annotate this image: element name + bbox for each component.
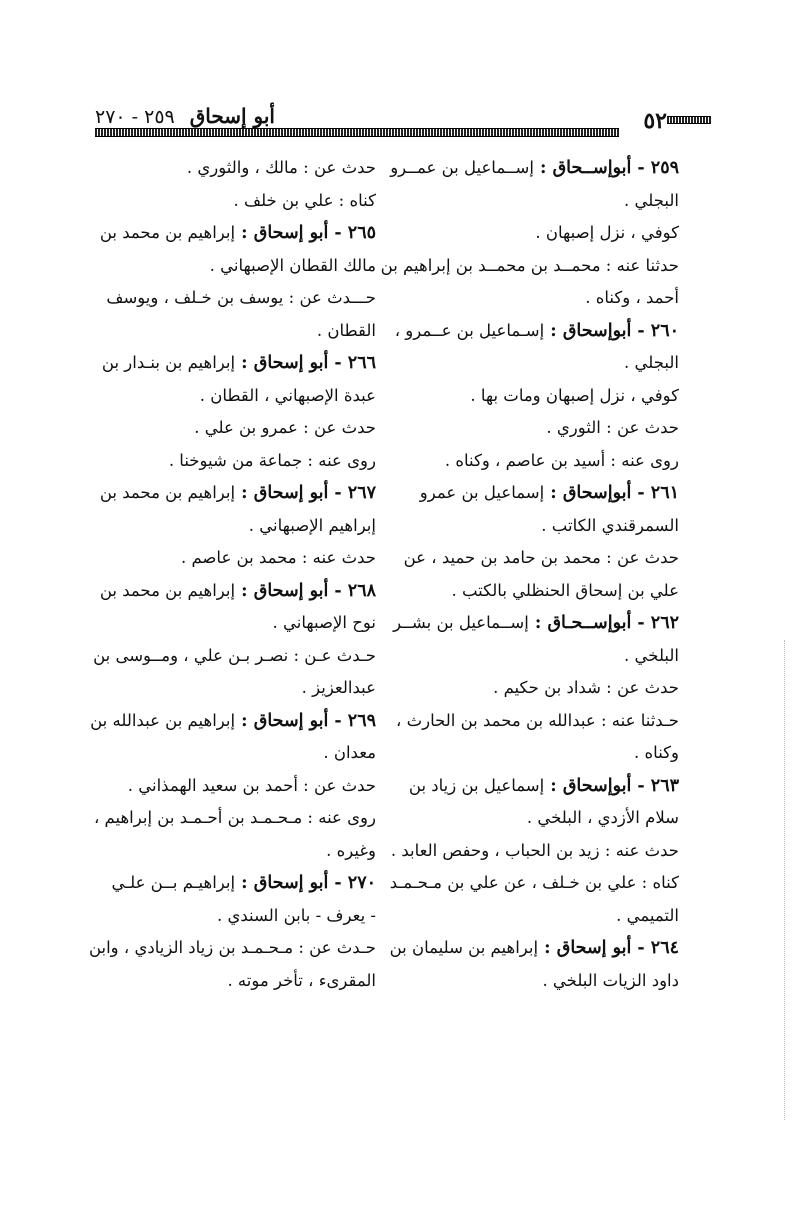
text-line xyxy=(99,477,376,510)
entry-text: البجلي . xyxy=(624,353,679,372)
entry-text: القطان . xyxy=(316,320,376,340)
entry-heading: ٢٧٠ - أبو إسحاق : xyxy=(235,873,376,893)
text-line xyxy=(394,315,679,348)
entry-heading: ٢٦١ - أبوإسحاق : xyxy=(544,483,679,503)
entry-text: حـدثنا عنه : عبدالله بن محمد بن الحارث ، xyxy=(396,710,679,730)
left-column xyxy=(88,152,376,997)
text-line xyxy=(390,152,679,185)
entry-text: البلخي . xyxy=(624,645,679,665)
entry-text: إسـماعيل بن عــمرو ، xyxy=(394,320,545,340)
header-rule-short xyxy=(667,116,711,124)
text-line xyxy=(407,737,679,770)
text-line xyxy=(104,835,376,868)
text-line xyxy=(407,965,679,998)
entry-text: علي بن إسحاق الحنظلي بالكتب . xyxy=(451,580,679,600)
text-line xyxy=(104,185,376,218)
entry-text: إسماعيل بن زياد بن xyxy=(408,775,545,795)
entry-text: المقرىء ، تأخر موته . xyxy=(227,970,376,990)
entry-heading: ٢٦٨ - أبو إسحاق : xyxy=(235,580,376,601)
running-title xyxy=(95,104,275,128)
entry-text: إبراهيـم بــن علـي xyxy=(111,873,236,892)
entry-range: ٢٥٩ - ٢٧٠ xyxy=(95,106,175,128)
entry-text: وغيره . xyxy=(326,840,376,860)
entry-text: كناه : علي بن خلف . xyxy=(233,190,376,210)
entry-heading: ٢٦٢ - أبوإســحـاق : xyxy=(528,613,679,633)
header-rule xyxy=(95,128,619,137)
entry-text: إســماعيل بن بشــر xyxy=(393,613,529,632)
text-line xyxy=(407,477,679,510)
entry-heading: ٢٦٤ - أبو إسحاق : xyxy=(538,938,679,958)
margin-dotted-line xyxy=(783,640,785,1120)
text-line xyxy=(393,607,679,640)
entry-text: روى عنه : جماعة من شيوخنا . xyxy=(168,450,376,470)
entry-text: سلام الأزدي ، البلخي . xyxy=(526,808,679,827)
entry-text: معدان . xyxy=(323,743,376,762)
text-line xyxy=(104,542,376,575)
entry-text: عبدة الإصبهاني ، القطان . xyxy=(199,385,376,405)
text-line xyxy=(104,965,376,998)
entry-text: إبراهيم بن محمد بن xyxy=(99,580,236,600)
entry-text: إبراهيم بن عبدالله بن xyxy=(90,710,236,730)
text-line xyxy=(101,347,376,380)
entry-text: إبراهيم بن بنـدار بن xyxy=(101,353,236,372)
entry-text: حدث عن : مالك ، والثوري . xyxy=(186,158,376,177)
entry-text: داود الزيات البلخي . xyxy=(542,970,679,990)
entry-text: البجلي . xyxy=(624,190,679,210)
page-header xyxy=(95,102,711,138)
entry-heading: ٢٦٥ - أبو إسحاق : xyxy=(235,223,376,243)
entry-text: روى عنه : مـحـمـد بن أحـمـد بن إبراهيم ، xyxy=(93,808,376,827)
text-line xyxy=(104,900,376,933)
entry-text: حدث عنه : زيد بن الحباب ، وحفص العابد . xyxy=(390,840,679,860)
entry-text: التميمي . xyxy=(616,905,679,925)
text-line xyxy=(407,900,679,933)
text-line xyxy=(104,152,376,185)
text-line xyxy=(407,445,679,478)
entry-text: كوفي ، نزل إصبهان ومات بها . xyxy=(470,385,679,405)
entry-text: حـدث عن : مـحـمـد بن زياد الزيادي ، وابن xyxy=(88,938,376,957)
entry-text: حدث عن : محمد بن حامد بن حميد ، عن xyxy=(403,548,679,567)
entry-text: وكناه . xyxy=(634,743,679,762)
entry-heading: ٢٦٣ - أبوإسحاق : xyxy=(544,775,679,796)
text-line xyxy=(104,737,376,770)
text-line xyxy=(93,802,376,835)
entry-heading: ٢٦٧ - أبو إسحاق : xyxy=(235,483,376,503)
running-title-text: أبو إسحاق xyxy=(189,104,275,128)
text-line xyxy=(104,672,376,705)
entry-text: حدثنا عنه : محمــد بن محمــد بن إبراهيم بن xyxy=(380,255,679,275)
entry-text: إبراهيم بن محمد بن xyxy=(99,483,236,502)
text-line xyxy=(396,705,679,738)
entry-text: حـدث عـن : نصـر بـن علي ، ومــوسى بن xyxy=(93,645,376,665)
text-line xyxy=(407,347,679,380)
text-line xyxy=(407,510,679,543)
entry-text: حـــدث عن : يوسف بن خـلف ، ويوسف xyxy=(106,288,376,307)
entry-heading: ٢٦٦ - أبو إسحاق : xyxy=(235,353,376,373)
entry-text: روى عنه : أسيد بن عاصم ، وكناه . xyxy=(444,450,679,470)
text-line xyxy=(93,640,376,673)
entry-text: كوفي ، نزل إصبهان . xyxy=(535,223,679,242)
text-line xyxy=(389,867,679,900)
text-line xyxy=(407,412,679,445)
text-line xyxy=(407,802,679,835)
text-line xyxy=(407,380,679,413)
entry-text: حدث عن : أحمد بن سعيد الهمذاني . xyxy=(127,775,376,795)
text-line xyxy=(407,640,679,673)
text-line xyxy=(407,575,679,608)
entry-heading: ٢٥٩ - أبوإســحاق : xyxy=(533,158,679,178)
text-line xyxy=(104,445,376,478)
entry-text: حدث عن : عمرو بن علي . xyxy=(194,418,376,437)
text-line xyxy=(104,282,376,315)
text-line xyxy=(407,217,679,250)
text-line xyxy=(389,932,679,965)
text-line xyxy=(104,510,376,543)
text-line xyxy=(104,412,376,445)
entry-heading: ٢٦٩ - أبو إسحاق : xyxy=(235,710,376,731)
text-line xyxy=(104,867,376,900)
text-line xyxy=(88,932,376,965)
entry-text: عبدالعزيز . xyxy=(301,678,376,697)
text-line xyxy=(104,380,376,413)
text-line xyxy=(380,250,679,283)
text-line xyxy=(403,542,679,575)
entry-text: حدث عن : شداد بن حكيم . xyxy=(493,678,679,697)
entry-text: نوح الإصبهاني . xyxy=(272,613,376,632)
entry-text: إبراهيم بن سليمان بن xyxy=(389,938,539,957)
text-line xyxy=(99,217,376,250)
entry-text: أحمد ، وكناه . xyxy=(585,288,679,307)
text-line xyxy=(407,672,679,705)
right-column xyxy=(380,152,679,997)
entry-text: إبراهيم بن محمد بن xyxy=(99,223,236,242)
text-line xyxy=(390,835,679,868)
entry-text: مالك القطان الإصبهاني . xyxy=(209,255,376,275)
entry-text: كناه : علي بن خـلف ، عن علي بن مـحـمـد xyxy=(389,873,679,892)
entry-text: السمرقندي الكاتب . xyxy=(541,515,679,535)
entry-text: إســماعيل بن عمــرو xyxy=(390,158,534,177)
text-line xyxy=(104,607,376,640)
entry-text: - يعرف - بابن السندي . xyxy=(216,905,376,925)
text-line xyxy=(407,282,679,315)
text-line xyxy=(99,575,376,608)
entry-text: إبراهيم الإصبهاني . xyxy=(248,515,376,535)
entry-text: إسماعيل بن عمرو xyxy=(419,483,545,502)
text-line xyxy=(104,770,376,803)
text-line xyxy=(407,770,679,803)
text-line xyxy=(104,315,376,348)
page-number: ٥٢ xyxy=(643,108,667,134)
text-line xyxy=(104,250,376,283)
text-line xyxy=(90,705,376,738)
entry-text: حدث عن : الثوري . xyxy=(546,418,679,437)
entry-text: حدث عنه : محمد بن عاصم . xyxy=(180,548,376,567)
entry-heading: ٢٦٠ - أبوإسحاق : xyxy=(544,320,679,341)
text-line xyxy=(407,185,679,218)
